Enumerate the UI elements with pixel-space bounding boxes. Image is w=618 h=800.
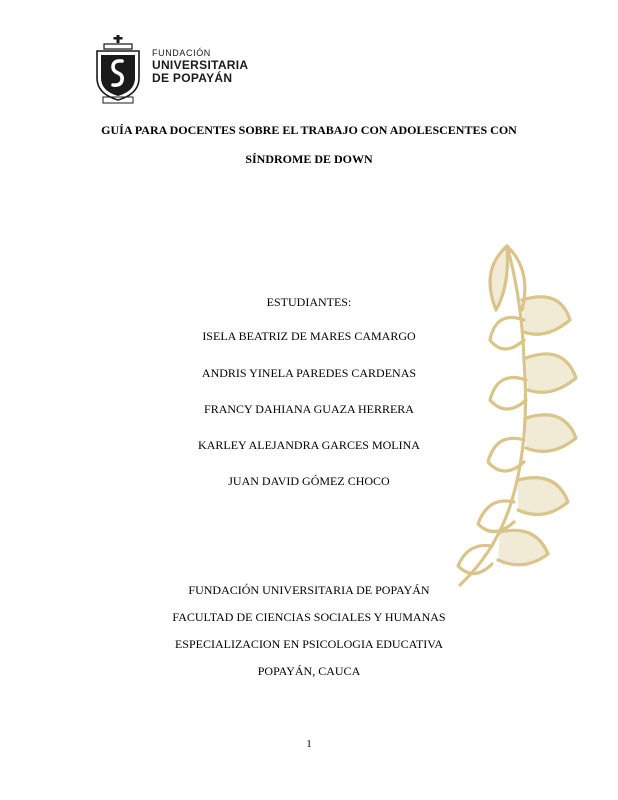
institution-name: FUNDACIÓN UNIVERSITARIA DE POPAYÁN [188,583,430,597]
logo-line-2: UNIVERSITARIA [152,57,249,72]
university-logo [90,34,260,106]
student-name-1: ISELA BEATRIZ DE MARES CAMARGO [202,329,416,343]
students-heading: ESTUDIANTES: [266,295,352,309]
document-title-line-1: GUÍA PARA DOCENTES SOBRE EL TRABAJO CON ADOLESCENTES CON [101,123,517,137]
page-number: 1 [306,738,312,750]
student-name-3: FRANCY DAHIANA GUAZA HERRERA [204,402,414,416]
logo-line-3: DE POPAYÁN [152,70,233,85]
shield-logo-icon [94,34,142,104]
logo-line-1: FUNDACIÓN [152,48,211,58]
document-title-line-2: SÍNDROME DE DOWN [245,152,373,166]
student-name-2: ANDRIS YINELA PAREDES CARDENAS [201,366,417,380]
student-name-5: JUAN DAVID GÓMEZ CHOCO [228,474,390,488]
student-name-4: KARLEY ALEJANDRA GARCES MOLINA [198,438,420,452]
faculty-name: FACULTAD DE CIENCIAS SOCIALES Y HUMANAS [172,610,446,624]
logo-wordmark [152,49,248,85]
city-name: POPAYÁN, CAUCA [257,664,361,678]
program-name: ESPECIALIZACION EN PSICOLOGIA EDUCATIVA [174,637,444,651]
